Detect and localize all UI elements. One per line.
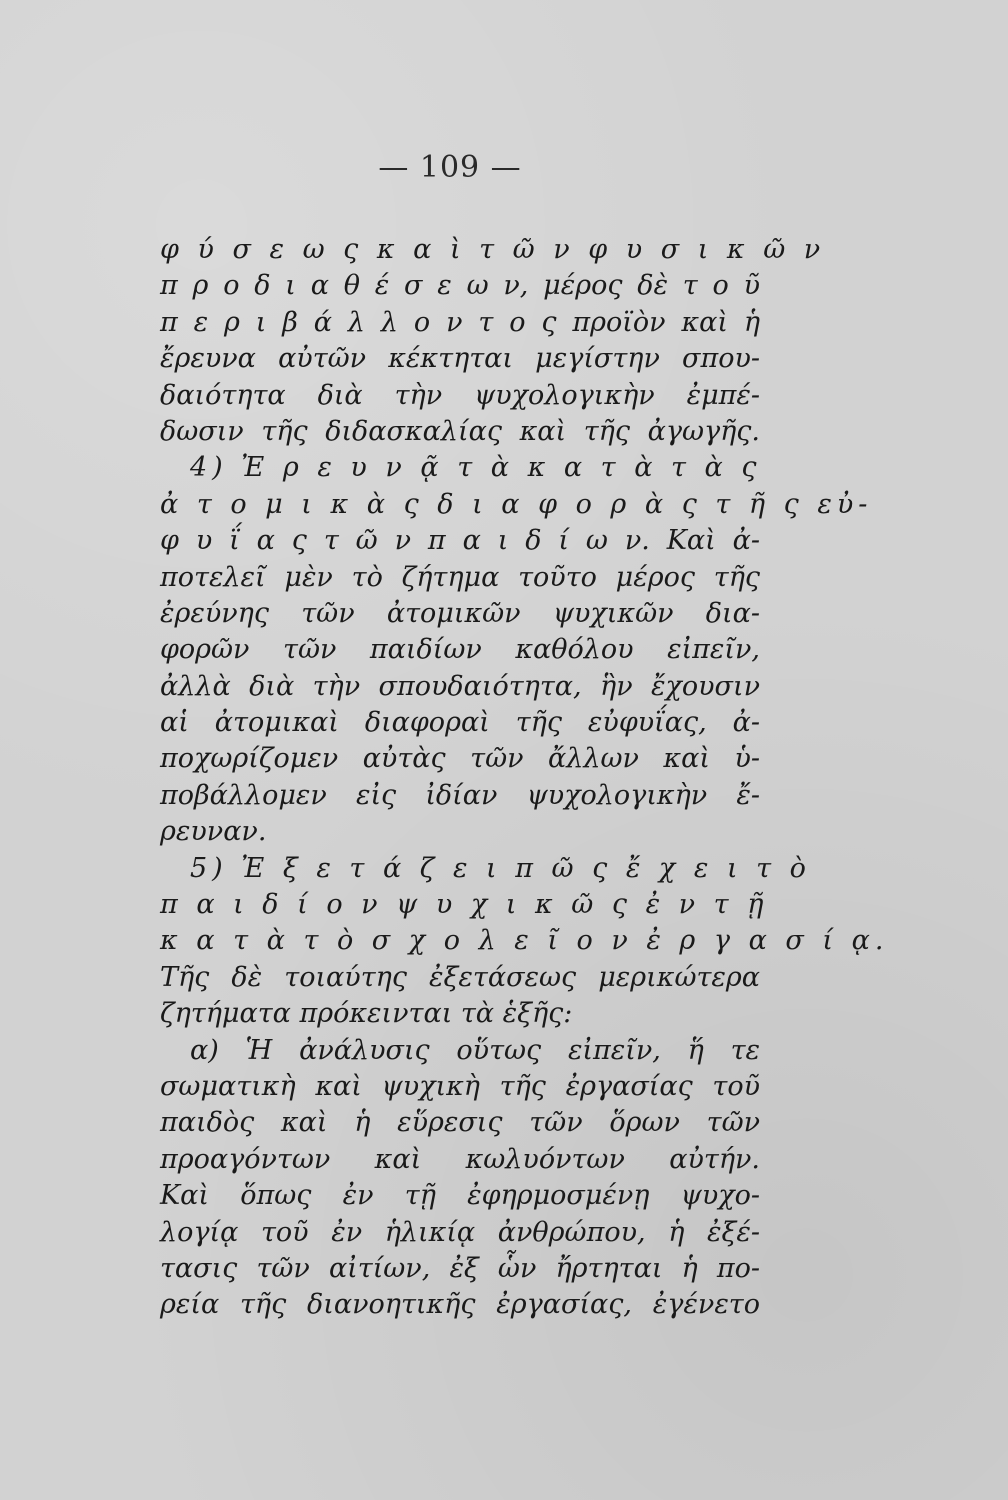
text-line: ζητήματα πρόκεινται τὰ ἑξῆς: <box>160 998 573 1030</box>
text-line: ρεία τῆς διανοητικῆς ἐργασίας, ἐγένετο <box>160 1289 760 1321</box>
text-line: π ε ρ ι β ά λ λ ο ν τ ο ς προϊὸν καὶ ἡ <box>160 306 760 338</box>
text-line: φ ύ σ ε ω ς κ α ὶ τ ῶ ν φ υ σ ι κ ῶ ν <box>160 234 826 265</box>
text-line: Καὶ ὅπως ἐν τῇ ἐφηρμοσμένῃ ψυχο- <box>160 1180 760 1212</box>
text-line: προαγόντων καὶ κωλυόντων αὐτήν. <box>160 1143 760 1175</box>
text-line: κ α τ ὰ τ ὸ σ χ ο λ ε ῖ ο ν ἐ ρ γ α σ ί ᾳ. <box>160 925 889 957</box>
text-line: παιδὸς καὶ ἡ εὕρεσις τῶν ὅρων τῶν <box>160 1107 760 1139</box>
body-text <box>160 232 889 1324</box>
text-line: π α ι δ ί ο ν ψ υ χ ι κ ῶ ς ἐ ν τ ῇ <box>160 889 769 921</box>
text-line: α) Ἡ ἀνάλυσις οὕτως εἰπεῖν, ἥ τε <box>190 1034 760 1066</box>
text-line: δαιότητα διὰ τὴν ψυχολογικὴν ἐμπέ- <box>160 379 760 411</box>
text-line: ρευναν. <box>160 816 267 848</box>
text-line: 5) Ἐ ξ ε τ ά ζ ε ι π ῶ ς ἔ χ ε ι τ ὸ <box>190 852 811 884</box>
text-line: ἔρευνα αὐτῶν κέκτηται μεγίστην σπου- <box>160 343 760 375</box>
text-line: ποχωρίζομεν αὐτὰς τῶν ἄλλων καὶ ὑ- <box>160 743 760 775</box>
text-line: ἐρεύνης τῶν ἀτομικῶν ψυχικῶν δια- <box>160 597 760 629</box>
text-line: φορῶν τῶν παιδίων καθόλου εἰπεῖν, <box>160 634 760 666</box>
text-line: αἱ ἀτομικαὶ διαφοραὶ τῆς εὐφυΐας, ἀ- <box>160 707 760 739</box>
text-line: τασις τῶν αἰτίων, ἐξ ὧν ἤρτηται ἡ πο- <box>160 1252 760 1284</box>
page-number: — 109 — <box>378 150 522 185</box>
text-line: σωματικὴ καὶ ψυχικὴ τῆς ἐργασίας τοῦ <box>160 1070 760 1102</box>
text-line: ἀ τ ο μ ι κ ὰ ς δ ι α φ ο ρ ὰ ς τ ῆ ς εὐ- <box>160 488 873 520</box>
text-line: 4) Ἐ ρ ε υ ν ᾷ τ ὰ κ α τ ὰ τ ὰ ς <box>190 452 762 484</box>
text-line: λογίᾳ τοῦ ἐν ἡλικίᾳ ἀνθρώπου, ἡ ἐξέ- <box>160 1216 760 1248</box>
text-line: π ρ ο δ ι α θ έ σ ε ω ν, μέρος δὲ τ ο ῦ <box>160 270 760 302</box>
text-line: ἀλλὰ διὰ τὴν σπουδαιότητα, ἣν ἔχουσιν <box>160 670 760 702</box>
text-line: φ υ ΐ α ς τ ῶ ν π α ι δ ί ω ν. Καὶ ἀ- <box>160 525 760 557</box>
text-line: Τῆς δὲ τοιαύτης ἐξετάσεως μερικώτερα <box>160 961 760 993</box>
text-line: δωσιν τῆς διδασκαλίας καὶ τῆς ἀγωγῆς. <box>160 415 760 447</box>
text-line: ποτελεῖ μὲν τὸ ζήτημα τοῦτο μέρος τῆς <box>160 561 760 593</box>
text-line: ποβάλλομεν εἰς ἰδίαν ψυχολογικὴν ἔ- <box>160 779 760 811</box>
